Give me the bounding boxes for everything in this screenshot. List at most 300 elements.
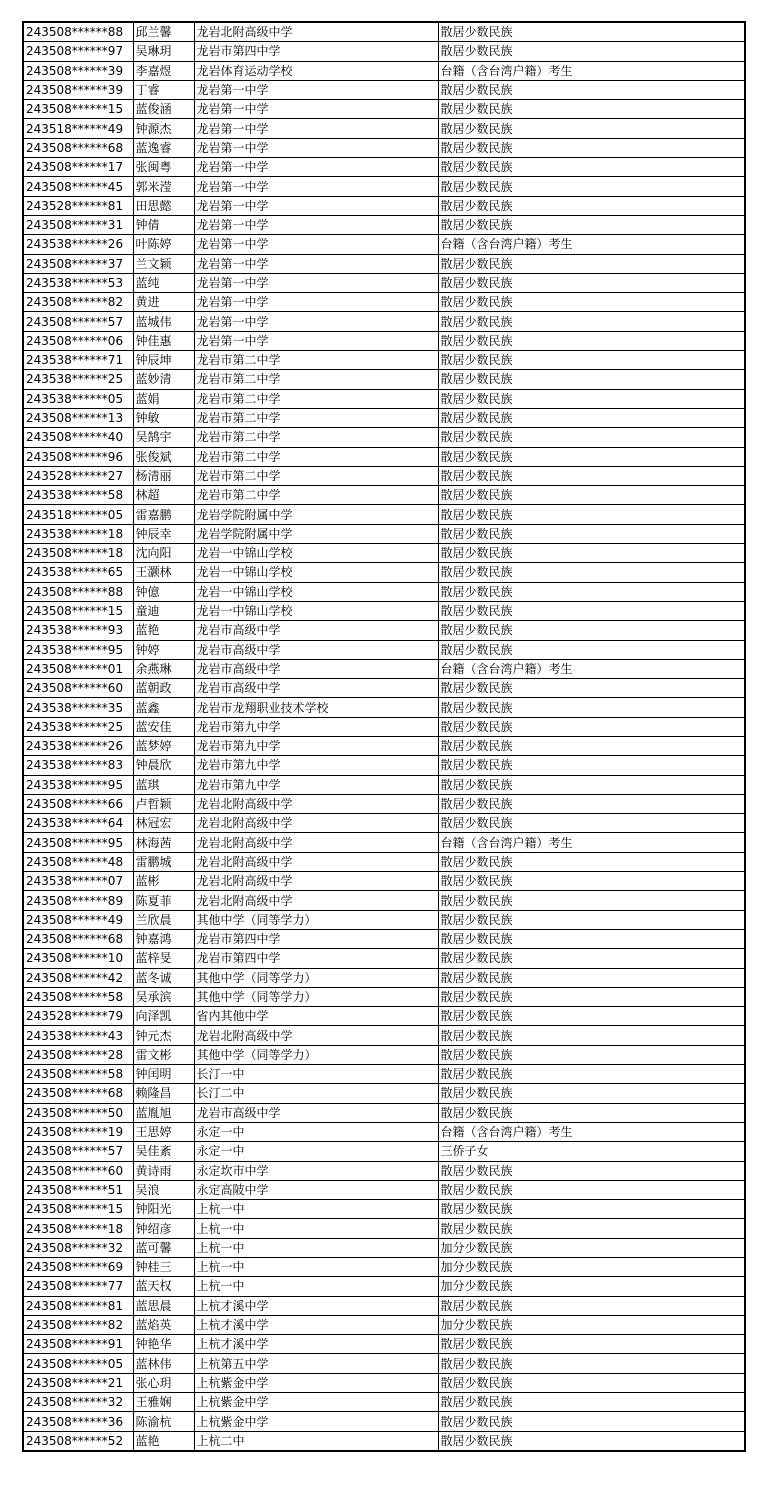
cell-category: 散居少数民族 xyxy=(438,177,745,196)
cell-exam-id: 243538******26 xyxy=(23,736,133,755)
cell-school: 永定一中 xyxy=(194,1142,438,1161)
cell-name: 钟敏 xyxy=(133,408,194,427)
cell-name: 林冠宏 xyxy=(133,814,194,833)
table-row xyxy=(23,1393,745,1412)
cell-school: 龙岩市第四中学 xyxy=(194,949,438,968)
table-row xyxy=(23,80,745,99)
cell-name: 雷嘉鹏 xyxy=(133,505,194,524)
cell-school: 龙岩北附高级中学 xyxy=(194,872,438,891)
cell-name: 钟源杰 xyxy=(133,119,194,138)
table-row xyxy=(23,1238,745,1257)
cell-exam-id: 243508******05 xyxy=(23,1354,133,1373)
cell-category: 散居少数民族 xyxy=(438,273,745,292)
table-row xyxy=(23,235,745,254)
cell-category: 散居少数民族 xyxy=(438,1219,745,1238)
table-row xyxy=(23,158,745,177)
cell-school: 龙岩一中锦山学校 xyxy=(194,582,438,601)
cell-name: 雷文彬 xyxy=(133,1045,194,1064)
table-row xyxy=(23,563,745,582)
cell-exam-id: 243508******96 xyxy=(23,447,133,466)
cell-school: 龙岩市第九中学 xyxy=(194,775,438,794)
cell-name: 黄进 xyxy=(133,293,194,312)
cell-category: 散居少数民族 xyxy=(438,215,745,234)
cell-name: 邱兰馨 xyxy=(133,22,194,42)
cell-name: 蓝逸睿 xyxy=(133,138,194,157)
cell-name: 蓝林伟 xyxy=(133,1354,194,1373)
cell-category: 散居少数民族 xyxy=(438,717,745,736)
cell-school: 龙岩市第二中学 xyxy=(194,370,438,389)
cell-name: 王雅娴 xyxy=(133,1393,194,1412)
cell-name: 钟億 xyxy=(133,582,194,601)
table-row xyxy=(23,486,745,505)
cell-school: 龙岩北附高级中学 xyxy=(194,794,438,813)
cell-exam-id: 243508******39 xyxy=(23,80,133,99)
cell-exam-id: 243508******68 xyxy=(23,138,133,157)
cell-school: 龙岩北附高级中学 xyxy=(194,833,438,852)
cell-school: 龙岩市第九中学 xyxy=(194,717,438,736)
cell-name: 蓝纯 xyxy=(133,273,194,292)
cell-name: 蓝梦婷 xyxy=(133,736,194,755)
cell-name: 钟阳光 xyxy=(133,1200,194,1219)
table-row xyxy=(23,428,745,447)
cell-category: 散居少数民族 xyxy=(438,1431,745,1451)
cell-exam-id: 243508******89 xyxy=(23,891,133,910)
cell-name: 钟嘉鸿 xyxy=(133,929,194,948)
cell-exam-id: 243538******05 xyxy=(23,389,133,408)
table-row xyxy=(23,1065,745,1084)
cell-name: 蓝天权 xyxy=(133,1277,194,1296)
cell-name: 张俊斌 xyxy=(133,447,194,466)
table-row xyxy=(23,659,745,678)
cell-school: 龙岩第一中学 xyxy=(194,177,438,196)
cell-name: 蓝焰英 xyxy=(133,1315,194,1334)
cell-name: 蓝城伟 xyxy=(133,312,194,331)
table-row xyxy=(23,1084,745,1103)
table-row xyxy=(23,215,745,234)
table-row xyxy=(23,756,745,775)
cell-exam-id: 243508******57 xyxy=(23,1142,133,1161)
cell-school: 龙岩第一中学 xyxy=(194,215,438,234)
cell-school: 上杭第五中学 xyxy=(194,1354,438,1373)
cell-name: 沈向阳 xyxy=(133,544,194,563)
cell-exam-id: 243508******50 xyxy=(23,1103,133,1122)
cell-name: 雷鹏城 xyxy=(133,852,194,871)
cell-exam-id: 243538******18 xyxy=(23,524,133,543)
cell-category: 散居少数民族 xyxy=(438,158,745,177)
cell-exam-id: 243508******82 xyxy=(23,293,133,312)
cell-school: 龙岩北附高级中学 xyxy=(194,814,438,833)
cell-school: 龙岩第一中学 xyxy=(194,196,438,215)
cell-exam-id: 243508******19 xyxy=(23,1122,133,1141)
cell-school: 龙岩市高级中学 xyxy=(194,640,438,659)
cell-school: 龙岩市第二中学 xyxy=(194,466,438,485)
cell-name: 兰文颖 xyxy=(133,254,194,273)
table-row xyxy=(23,100,745,119)
cell-category: 散居少数民族 xyxy=(438,1200,745,1219)
table-row xyxy=(23,852,745,871)
cell-category: 散居少数民族 xyxy=(438,852,745,871)
cell-school: 龙岩市第九中学 xyxy=(194,756,438,775)
cell-exam-id: 243528******79 xyxy=(23,1007,133,1026)
table-row xyxy=(23,1354,745,1373)
table-row xyxy=(23,775,745,794)
cell-school: 龙岩第一中学 xyxy=(194,119,438,138)
cell-category: 散居少数民族 xyxy=(438,1103,745,1122)
cell-exam-id: 243508******91 xyxy=(23,1335,133,1354)
cell-school: 龙岩北附高级中学 xyxy=(194,891,438,910)
cell-category: 散居少数民族 xyxy=(438,891,745,910)
cell-exam-id: 243538******43 xyxy=(23,1026,133,1045)
cell-exam-id: 243508******18 xyxy=(23,544,133,563)
cell-name: 蓝朝政 xyxy=(133,679,194,698)
roster-table-body xyxy=(23,22,745,1451)
cell-exam-id: 243508******42 xyxy=(23,968,133,987)
cell-school: 上杭二中 xyxy=(194,1431,438,1451)
table-row xyxy=(23,987,745,1006)
cell-school: 龙岩第一中学 xyxy=(194,138,438,157)
cell-name: 蓝娟 xyxy=(133,389,194,408)
table-row xyxy=(23,1412,745,1431)
table-row xyxy=(23,1200,745,1219)
cell-name: 吴浪 xyxy=(133,1180,194,1199)
cell-exam-id: 243508******21 xyxy=(23,1373,133,1392)
cell-name: 钟绍彦 xyxy=(133,1219,194,1238)
cell-school: 龙岩市第四中学 xyxy=(194,929,438,948)
cell-name: 林海茜 xyxy=(133,833,194,852)
table-row xyxy=(23,1180,745,1199)
cell-name: 蓝艳 xyxy=(133,1431,194,1451)
cell-category: 散居少数民族 xyxy=(438,293,745,312)
cell-category: 散居少数民族 xyxy=(438,582,745,601)
table-row xyxy=(23,42,745,61)
cell-category: 散居少数民族 xyxy=(438,524,745,543)
cell-category: 台籍（含台湾户籍）考生 xyxy=(438,833,745,852)
cell-category: 散居少数民族 xyxy=(438,872,745,891)
cell-exam-id: 243508******15 xyxy=(23,1200,133,1219)
cell-name: 钟佳惠 xyxy=(133,331,194,350)
cell-school: 龙岩第一中学 xyxy=(194,312,438,331)
table-row xyxy=(23,621,745,640)
table-row xyxy=(23,640,745,659)
table-row xyxy=(23,370,745,389)
cell-exam-id: 243538******64 xyxy=(23,814,133,833)
cell-category: 散居少数民族 xyxy=(438,505,745,524)
cell-category: 散居少数民族 xyxy=(438,42,745,61)
cell-school: 上杭一中 xyxy=(194,1277,438,1296)
cell-name: 余燕琳 xyxy=(133,659,194,678)
cell-name: 蓝鑫 xyxy=(133,698,194,717)
table-row xyxy=(23,61,745,80)
cell-exam-id: 243508******48 xyxy=(23,852,133,871)
cell-exam-id: 243538******26 xyxy=(23,235,133,254)
cell-school: 龙岩北附高级中学 xyxy=(194,1026,438,1045)
cell-name: 丁睿 xyxy=(133,80,194,99)
cell-name: 叶陈婷 xyxy=(133,235,194,254)
cell-category: 散居少数民族 xyxy=(438,601,745,620)
cell-name: 向泽凯 xyxy=(133,1007,194,1026)
cell-school: 永定高陂中学 xyxy=(194,1180,438,1199)
cell-school: 龙岩市第四中学 xyxy=(194,42,438,61)
table-row xyxy=(23,1373,745,1392)
cell-category: 加分少数民族 xyxy=(438,1277,745,1296)
cell-exam-id: 243508******77 xyxy=(23,1277,133,1296)
cell-school: 龙岩体育运动学校 xyxy=(194,61,438,80)
cell-school: 龙岩第一中学 xyxy=(194,100,438,119)
cell-school: 上杭才溪中学 xyxy=(194,1315,438,1334)
cell-name: 卢哲颖 xyxy=(133,794,194,813)
cell-exam-id: 243538******65 xyxy=(23,563,133,582)
table-row xyxy=(23,1258,745,1277)
cell-category: 加分少数民族 xyxy=(438,1238,745,1257)
cell-school: 龙岩市龙翔职业技术学校 xyxy=(194,698,438,717)
table-row xyxy=(23,679,745,698)
cell-exam-id: 243508******13 xyxy=(23,408,133,427)
cell-category: 散居少数民族 xyxy=(438,949,745,968)
cell-category: 散居少数民族 xyxy=(438,389,745,408)
cell-school: 龙岩市第二中学 xyxy=(194,428,438,447)
cell-school: 龙岩一中锦山学校 xyxy=(194,601,438,620)
cell-category: 散居少数民族 xyxy=(438,1026,745,1045)
cell-category: 散居少数民族 xyxy=(438,1412,745,1431)
cell-category: 台籍（含台湾户籍）考生 xyxy=(438,235,745,254)
cell-name: 李嘉煜 xyxy=(133,61,194,80)
cell-school: 龙岩第一中学 xyxy=(194,80,438,99)
table-row xyxy=(23,1026,745,1045)
table-row xyxy=(23,254,745,273)
cell-exam-id: 243508******17 xyxy=(23,158,133,177)
cell-exam-id: 243538******07 xyxy=(23,872,133,891)
cell-exam-id: 243528******81 xyxy=(23,196,133,215)
table-row xyxy=(23,1007,745,1026)
cell-category: 散居少数民族 xyxy=(438,22,745,42)
cell-exam-id: 243508******28 xyxy=(23,1045,133,1064)
table-row xyxy=(23,1161,745,1180)
cell-name: 王思婷 xyxy=(133,1122,194,1141)
cell-school: 龙岩市第二中学 xyxy=(194,351,438,370)
cell-school: 龙岩第一中学 xyxy=(194,331,438,350)
table-row xyxy=(23,544,745,563)
cell-name: 黄诗雨 xyxy=(133,1161,194,1180)
cell-name: 蓝冬诚 xyxy=(133,968,194,987)
cell-category: 散居少数民族 xyxy=(438,312,745,331)
table-row xyxy=(23,389,745,408)
cell-exam-id: 243508******88 xyxy=(23,22,133,42)
table-row xyxy=(23,872,745,891)
cell-exam-id: 243508******36 xyxy=(23,1412,133,1431)
cell-category: 散居少数民族 xyxy=(438,100,745,119)
table-row xyxy=(23,1142,745,1161)
cell-exam-id: 243508******51 xyxy=(23,1180,133,1199)
cell-school: 龙岩第一中学 xyxy=(194,158,438,177)
table-row xyxy=(23,601,745,620)
cell-school: 龙岩市第二中学 xyxy=(194,408,438,427)
cell-school: 龙岩市第二中学 xyxy=(194,389,438,408)
cell-exam-id: 243508******10 xyxy=(23,949,133,968)
cell-category: 散居少数民族 xyxy=(438,1296,745,1315)
cell-school: 龙岩第一中学 xyxy=(194,235,438,254)
cell-school: 龙岩第一中学 xyxy=(194,293,438,312)
cell-exam-id: 243538******58 xyxy=(23,486,133,505)
cell-category: 散居少数民族 xyxy=(438,968,745,987)
cell-name: 钟婷 xyxy=(133,640,194,659)
cell-exam-id: 243538******25 xyxy=(23,370,133,389)
cell-school: 省内其他中学 xyxy=(194,1007,438,1026)
cell-category: 散居少数民族 xyxy=(438,1354,745,1373)
cell-category: 散居少数民族 xyxy=(438,351,745,370)
cell-school: 永定坎市中学 xyxy=(194,1161,438,1180)
cell-category: 散居少数民族 xyxy=(438,679,745,698)
cell-school: 龙岩一中锦山学校 xyxy=(194,544,438,563)
cell-name: 蓝安佳 xyxy=(133,717,194,736)
cell-name: 钟元杰 xyxy=(133,1026,194,1045)
cell-name: 赖隆昌 xyxy=(133,1084,194,1103)
table-row xyxy=(23,891,745,910)
cell-school: 龙岩市高级中学 xyxy=(194,1103,438,1122)
cell-name: 钟辰坤 xyxy=(133,351,194,370)
cell-name: 蓝彬 xyxy=(133,872,194,891)
cell-category: 散居少数民族 xyxy=(438,447,745,466)
cell-category: 散居少数民族 xyxy=(438,775,745,794)
cell-name: 兰欣晨 xyxy=(133,910,194,929)
cell-name: 吴佳紊 xyxy=(133,1142,194,1161)
cell-name: 蓝俊涵 xyxy=(133,100,194,119)
cell-exam-id: 243508******37 xyxy=(23,254,133,273)
cell-exam-id: 243538******35 xyxy=(23,698,133,717)
cell-exam-id: 243508******18 xyxy=(23,1219,133,1238)
cell-category: 散居少数民族 xyxy=(438,910,745,929)
cell-exam-id: 243508******39 xyxy=(23,61,133,80)
cell-school: 龙岩北附高级中学 xyxy=(194,852,438,871)
table-row xyxy=(23,1219,745,1238)
cell-category: 散居少数民族 xyxy=(438,794,745,813)
cell-exam-id: 243518******49 xyxy=(23,119,133,138)
table-row xyxy=(23,949,745,968)
cell-exam-id: 243508******49 xyxy=(23,910,133,929)
cell-exam-id: 243508******40 xyxy=(23,428,133,447)
cell-exam-id: 243508******45 xyxy=(23,177,133,196)
cell-exam-id: 243538******25 xyxy=(23,717,133,736)
table-row xyxy=(23,196,745,215)
table-row xyxy=(23,1045,745,1064)
cell-exam-id: 243508******32 xyxy=(23,1393,133,1412)
cell-category: 散居少数民族 xyxy=(438,1007,745,1026)
cell-school: 其他中学（同等学力） xyxy=(194,987,438,1006)
table-row xyxy=(23,408,745,427)
cell-school: 上杭一中 xyxy=(194,1258,438,1277)
cell-category: 散居少数民族 xyxy=(438,736,745,755)
cell-category: 散居少数民族 xyxy=(438,1335,745,1354)
cell-category: 加分少数民族 xyxy=(438,1315,745,1334)
cell-category: 散居少数民族 xyxy=(438,486,745,505)
cell-exam-id: 243508******81 xyxy=(23,1296,133,1315)
cell-category: 散居少数民族 xyxy=(438,254,745,273)
cell-name: 蓝可馨 xyxy=(133,1238,194,1257)
cell-school: 上杭才溪中学 xyxy=(194,1296,438,1315)
table-row xyxy=(23,331,745,350)
cell-exam-id: 243508******15 xyxy=(23,100,133,119)
table-row xyxy=(23,1122,745,1141)
table-row xyxy=(23,717,745,736)
cell-exam-id: 243508******95 xyxy=(23,833,133,852)
cell-exam-id: 243508******58 xyxy=(23,1065,133,1084)
cell-name: 蓝思晨 xyxy=(133,1296,194,1315)
cell-category: 台籍（含台湾户籍）考生 xyxy=(438,1122,745,1141)
cell-name: 钟桂三 xyxy=(133,1258,194,1277)
table-row xyxy=(23,1296,745,1315)
cell-exam-id: 243508******57 xyxy=(23,312,133,331)
cell-exam-id: 243538******83 xyxy=(23,756,133,775)
cell-exam-id: 243518******05 xyxy=(23,505,133,524)
cell-school: 龙岩市第二中学 xyxy=(194,486,438,505)
table-row xyxy=(23,1431,745,1451)
cell-name: 钟晨欣 xyxy=(133,756,194,775)
cell-school: 永定一中 xyxy=(194,1122,438,1141)
roster-table xyxy=(22,21,746,1452)
cell-category: 散居少数民族 xyxy=(438,563,745,582)
cell-category: 散居少数民族 xyxy=(438,370,745,389)
table-row xyxy=(23,22,745,42)
cell-category: 散居少数民族 xyxy=(438,544,745,563)
cell-category: 散居少数民族 xyxy=(438,408,745,427)
cell-exam-id: 243508******52 xyxy=(23,1431,133,1451)
cell-exam-id: 243508******60 xyxy=(23,679,133,698)
cell-name: 钟艳华 xyxy=(133,1335,194,1354)
cell-name: 张心玥 xyxy=(133,1373,194,1392)
cell-exam-id: 243538******53 xyxy=(23,273,133,292)
cell-category: 台籍（含台湾户籍）考生 xyxy=(438,61,745,80)
table-row xyxy=(23,814,745,833)
cell-school: 上杭紫金中学 xyxy=(194,1373,438,1392)
cell-category: 散居少数民族 xyxy=(438,1180,745,1199)
cell-name: 陈夏菲 xyxy=(133,891,194,910)
table-row xyxy=(23,524,745,543)
table-row xyxy=(23,273,745,292)
cell-name: 钟闰明 xyxy=(133,1065,194,1084)
cell-school: 龙岩市第九中学 xyxy=(194,736,438,755)
cell-category: 散居少数民族 xyxy=(438,756,745,775)
cell-name: 陈渝杭 xyxy=(133,1412,194,1431)
table-row xyxy=(23,312,745,331)
table-row xyxy=(23,736,745,755)
cell-school: 龙岩第一中学 xyxy=(194,273,438,292)
cell-exam-id: 243508******01 xyxy=(23,659,133,678)
cell-name: 蓝胤旭 xyxy=(133,1103,194,1122)
table-row xyxy=(23,351,745,370)
cell-category: 散居少数民族 xyxy=(438,1161,745,1180)
table-row xyxy=(23,177,745,196)
cell-exam-id: 243508******58 xyxy=(23,987,133,1006)
cell-exam-id: 243508******97 xyxy=(23,42,133,61)
cell-school: 上杭才溪中学 xyxy=(194,1335,438,1354)
cell-name: 郭米滢 xyxy=(133,177,194,196)
table-row xyxy=(23,794,745,813)
cell-school: 其他中学（同等学力） xyxy=(194,968,438,987)
cell-school: 龙岩北附高级中学 xyxy=(194,22,438,42)
cell-name: 钟辰幸 xyxy=(133,524,194,543)
cell-exam-id: 243508******82 xyxy=(23,1315,133,1334)
cell-school: 龙岩市高级中学 xyxy=(194,659,438,678)
cell-name: 蓝妙清 xyxy=(133,370,194,389)
table-row xyxy=(23,505,745,524)
cell-name: 蓝琪 xyxy=(133,775,194,794)
table-row xyxy=(23,968,745,987)
cell-category: 散居少数民族 xyxy=(438,138,745,157)
cell-category: 散居少数民族 xyxy=(438,1084,745,1103)
cell-category: 散居少数民族 xyxy=(438,640,745,659)
cell-exam-id: 243508******15 xyxy=(23,601,133,620)
cell-exam-id: 243508******66 xyxy=(23,794,133,813)
table-row xyxy=(23,698,745,717)
